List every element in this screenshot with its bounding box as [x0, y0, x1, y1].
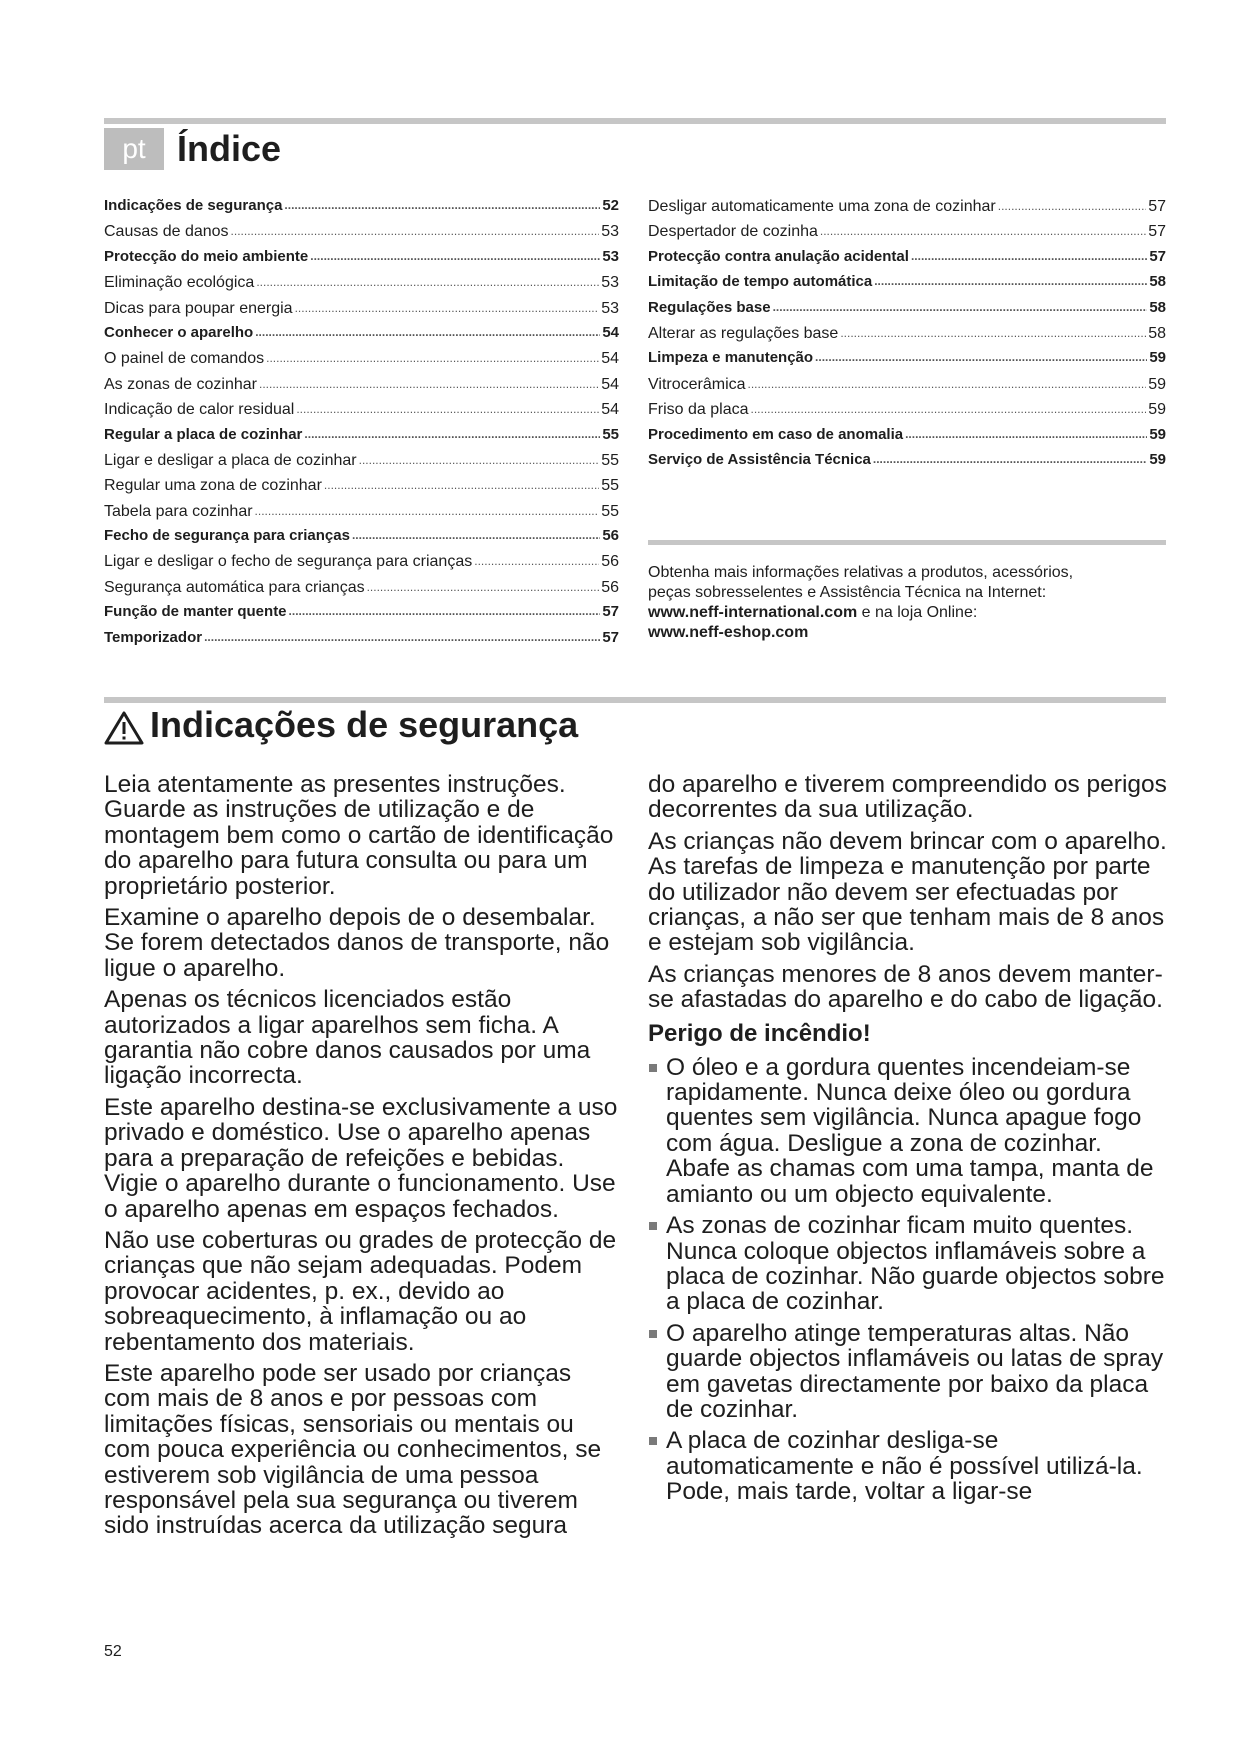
toc-entry-title: Função de manter quente: [104, 603, 287, 621]
warning-triangle-icon: [104, 710, 144, 746]
toc-entry-title: Causas de danos: [104, 223, 229, 241]
toc-leader-dots: [266, 347, 599, 363]
toc-entry[interactable]: [104, 246, 619, 271]
toc-entry-title: Regular a placa de cozinhar: [104, 425, 303, 443]
info-line-1: Obtenha mais informações relativas a produtos, acessórios,: [648, 564, 1074, 581]
toc-entry[interactable]: [104, 449, 619, 474]
info-line-4: [648, 623, 1168, 643]
toc-entry[interactable]: [104, 474, 619, 499]
info-line-2: peças sobresselentes e Assistência Técnica na Internet:: [648, 584, 1047, 601]
toc-leader-dots: [748, 373, 1147, 389]
toc-entry-page: 57: [1148, 223, 1166, 241]
toc-entry-title: Limpeza e manutenção: [648, 349, 814, 367]
toc-entry[interactable]: [648, 246, 1166, 271]
toc-entry-title: Alterar as regulações base: [648, 324, 839, 342]
toc-entry-title: Procedimento em caso de anomalia: [648, 425, 904, 443]
toc-entry[interactable]: [104, 627, 619, 652]
toc-entry-page: 59: [1149, 450, 1166, 468]
toc-leader-dots: [256, 271, 599, 287]
toc-entry-title: Tabela para cozinhar: [104, 502, 253, 520]
toc-entry[interactable]: [104, 398, 619, 423]
toc-entry-page: 55: [601, 502, 619, 520]
toc-entry-page: 56: [602, 527, 619, 545]
toc-leader-dots: [359, 449, 600, 465]
toc-leader-dots: [324, 474, 599, 490]
info-mid-text: e na loja Online:: [857, 604, 978, 621]
top-rule: [104, 118, 1166, 124]
toc-entry-title: Ligar e desligar a placa de cozinhar: [104, 451, 357, 469]
toc-entry[interactable]: [648, 398, 1166, 423]
toc-leader-dots: [204, 627, 600, 642]
toc-entry-title: Conhecer o aparelho: [104, 323, 254, 341]
toc-entry[interactable]: [648, 449, 1166, 474]
info-rule: [648, 540, 1166, 545]
toc-entry[interactable]: [104, 373, 619, 398]
toc-entry-title: Regular uma zona de cozinhar: [104, 477, 322, 495]
info-line-3: [648, 603, 1168, 623]
toc-entry-page: 55: [601, 451, 619, 469]
toc-leader-dots: [289, 601, 601, 616]
toc-leader-dots: [874, 271, 1147, 286]
toc-entry-page: 59: [1149, 425, 1166, 443]
toc-entry-page: 54: [601, 401, 619, 419]
toc-entry-page: 58: [1149, 273, 1166, 291]
toc-entry-page: 52: [602, 197, 619, 214]
fire-bullet-list: [648, 1055, 1168, 1505]
toc-entry-page: 57: [1148, 198, 1166, 215]
fire-bullet-item: A placa de cozinhar desliga-se automaticamente e não é possível utilizá-la. Pode, mais tarde, voltar a ligar-se: [648, 1428, 1168, 1504]
safety-paragraph: As crianças não devem brincar com o aparelho. As tarefas de limpeza e manutenção por parte do utilizador não devem ser efectuadas por crianças, a não ser que tenham mais de 8 anos e estejam sob vigilância.: [648, 827, 1167, 957]
fire-bullet-item: O aparelho atinge temperaturas altas. Não guarde objectos inflamáveis ou latas de spray em gavetas directamente por baixo da placa de cozinhar.: [648, 1321, 1168, 1423]
toc-entry-page: 56: [601, 553, 619, 571]
toc-entry-title: Segurança automática para crianças: [104, 578, 365, 596]
toc-entry-title: Desligar automaticamente uma zona de cozinhar: [648, 198, 996, 215]
toc-entry-title: Vitrocerâmica: [648, 375, 746, 393]
toc-leader-dots: [255, 500, 600, 516]
toc-entry-page: 57: [1149, 247, 1166, 265]
website-link[interactable]: www.neff-international.com: [648, 604, 858, 621]
page-number: 52: [104, 1643, 122, 1660]
safety-paragraph: Este aparelho destina-se exclusivamente a uso privado e doméstico. Use o aparelho apenas para a preparação de refeições e bebidas. Vigie o aparelho durante o funcionamento. Use o aparelho apenas em espaços fechados.: [104, 1093, 618, 1223]
safety-paragraph: Leia atentamente as presentes instruções. Guarde as instruções de utilização e de montagem bem como o cartão de identificação do aparelho para futura consulta ou para um proprietário posterior.: [104, 771, 614, 900]
toc-entry[interactable]: [104, 297, 619, 322]
toc-entry[interactable]: [104, 576, 619, 601]
safety-paragraph: Este aparelho pode ser usado por crianças com mais de 8 anos e por pessoas com limitações físicas, sensoriais ou mentais ou com pouca experiência ou conhecimentos, se estiverem sob vigilância de uma pessoa responsável pela sua segurança ou tiverem sido instruídas acerca da utilização segura: [104, 1359, 602, 1540]
toc-leader-dots: [231, 220, 600, 236]
toc-entry[interactable]: [648, 347, 1166, 372]
index-title: Índice: [177, 128, 282, 169]
eshop-link[interactable]: www.neff-eshop.com: [648, 624, 809, 641]
toc-entry[interactable]: [104, 500, 619, 525]
toc-leader-dots: [367, 576, 600, 592]
toc-entry[interactable]: [104, 424, 619, 449]
language-tab: pt: [104, 128, 164, 170]
toc-entry-page: 53: [601, 223, 619, 241]
toc-entry-title: Fecho de segurança para crianças: [104, 527, 350, 545]
safety-paragraph: As crianças menores de 8 anos devem manter-se afastadas do aparelho e do cabo de ligação.: [648, 960, 1163, 1014]
toc-entry-title: Dicas para poupar energia: [104, 299, 293, 317]
toc-entry-page: 59: [1149, 349, 1166, 367]
toc-entry[interactable]: [104, 525, 619, 550]
fire-heading: Perigo de incêndio!: [648, 1019, 871, 1047]
toc-entry[interactable]: [104, 601, 619, 626]
toc-leader-dots: [840, 322, 1146, 338]
toc-leader-dots: [905, 424, 1147, 439]
toc-entry[interactable]: [648, 424, 1166, 449]
toc-leader-dots: [751, 398, 1147, 414]
safety-right-column: [648, 772, 1168, 1511]
toc-entry-title: Temporizador: [104, 628, 203, 646]
toc-leader-dots: [352, 525, 600, 540]
toc-entry-title: Limitação de tempo automática: [648, 273, 873, 291]
toc-leader-dots: [296, 398, 599, 414]
toc-entry-page: 54: [601, 350, 619, 368]
toc-entry[interactable]: [104, 220, 619, 245]
toc-entry-page: 55: [602, 425, 619, 443]
toc-leader-dots: [255, 322, 600, 337]
toc-leader-dots: [998, 195, 1146, 211]
toc-entry-title: Protecção contra anulação acidental: [648, 247, 909, 265]
toc-entry[interactable]: [104, 322, 619, 347]
toc-leader-dots: [284, 195, 600, 210]
toc-leader-dots: [295, 297, 600, 313]
fire-bullet-item: As zonas de cozinhar ficam muito quentes. Nunca coloque objectos inflamáveis sobre a placa de cozinhar. Não guarde objectos sobre a placa de cozinhar.: [648, 1213, 1168, 1315]
toc-entry-page: 54: [601, 375, 619, 393]
toc-entry-title: Eliminação ecológica: [104, 274, 255, 292]
toc-entry-page: 54: [602, 323, 619, 341]
toc-left-column: [104, 195, 619, 652]
toc-entry-page: 53: [601, 299, 619, 317]
toc-leader-dots: [304, 424, 600, 439]
toc-right-column: [648, 195, 1166, 474]
toc-entry-page: 58: [1148, 324, 1166, 342]
toc-entry-page: 57: [602, 628, 619, 646]
toc-entry[interactable]: [104, 195, 619, 220]
toc-leader-dots: [773, 297, 1148, 312]
toc-entry-title: Friso da placa: [648, 401, 749, 419]
safety-paragraph: Apenas os técnicos licenciados estão autorizados a ligar aparelhos sem ficha. A garantia não cobre danos causados por uma ligação incorrecta.: [104, 986, 591, 1090]
safety-paragraph: Examine o aparelho depois de o desembalar. Se forem detectados danos de transporte, não ligue o aparelho.: [104, 904, 610, 982]
toc-entry-title: Despertador de cozinha: [648, 223, 818, 241]
toc-entry-title: Serviço de Assistência Técnica: [648, 450, 871, 468]
safety-paragraph: do aparelho e tiverem compreendido os perigos decorrentes da sua utilização.: [648, 771, 1167, 824]
toc-leader-dots: [820, 220, 1146, 236]
toc-entry-title: Ligar e desligar o fecho de segurança para crianças: [104, 553, 473, 571]
toc-entry-page: 53: [602, 247, 619, 265]
toc-entry[interactable]: [648, 195, 1166, 220]
toc-entry[interactable]: [648, 373, 1166, 398]
toc-entry-page: 57: [602, 603, 619, 621]
toc-entry[interactable]: [648, 297, 1166, 322]
safety-left-column: [104, 772, 624, 1545]
toc-entry-page: 55: [601, 477, 619, 495]
toc-leader-dots: [474, 550, 599, 566]
fire-bullet-item: O óleo e a gordura quentes incendeiam-se rapidamente. Nunca deixe óleo ou gordura quentes sem vigilância. Nunca apague fogo com água. Desligue a zona de cozinhar. Abafe as chamas com uma tampa, manta de amianto ou um objecto equivalente.: [648, 1055, 1168, 1207]
toc-entry[interactable]: [648, 322, 1166, 347]
info-box: [648, 563, 1168, 643]
toc-entry-page: 59: [1148, 401, 1166, 419]
toc-entry-title: As zonas de cozinhar: [104, 375, 257, 393]
toc-leader-dots: [911, 246, 1147, 261]
safety-title: Indicações de segurança: [150, 704, 579, 745]
toc-entry-page: 53: [601, 274, 619, 292]
toc-entry-page: 59: [1148, 375, 1166, 393]
toc-entry-title: Protecção do meio ambiente: [104, 247, 309, 265]
safety-paragraph: Não use coberturas ou grades de protecção de crianças que não sejam adequadas. Podem provocar acidentes, p. ex., devido ao sobreaquecimento, à inflamação ou ao rebentamento dos materiais.: [104, 1226, 617, 1356]
toc-entry[interactable]: [648, 220, 1166, 245]
toc-leader-dots: [259, 373, 599, 389]
toc-entry[interactable]: [104, 271, 619, 296]
toc-entry-page: 58: [1149, 298, 1166, 316]
toc-entry-title: Regulações base: [648, 298, 771, 316]
toc-entry-title: O painel de comandos: [104, 350, 265, 368]
toc-entry-title: Indicação de calor residual: [104, 401, 295, 419]
toc-entry-title: Indicações de segurança: [104, 197, 283, 214]
toc-entry[interactable]: [104, 550, 619, 575]
toc-entry-page: 56: [601, 578, 619, 596]
toc-leader-dots: [873, 449, 1147, 464]
toc-entry[interactable]: [648, 271, 1166, 296]
toc-leader-dots: [310, 246, 600, 261]
toc-leader-dots: [815, 347, 1147, 362]
toc-entry[interactable]: [104, 347, 619, 372]
